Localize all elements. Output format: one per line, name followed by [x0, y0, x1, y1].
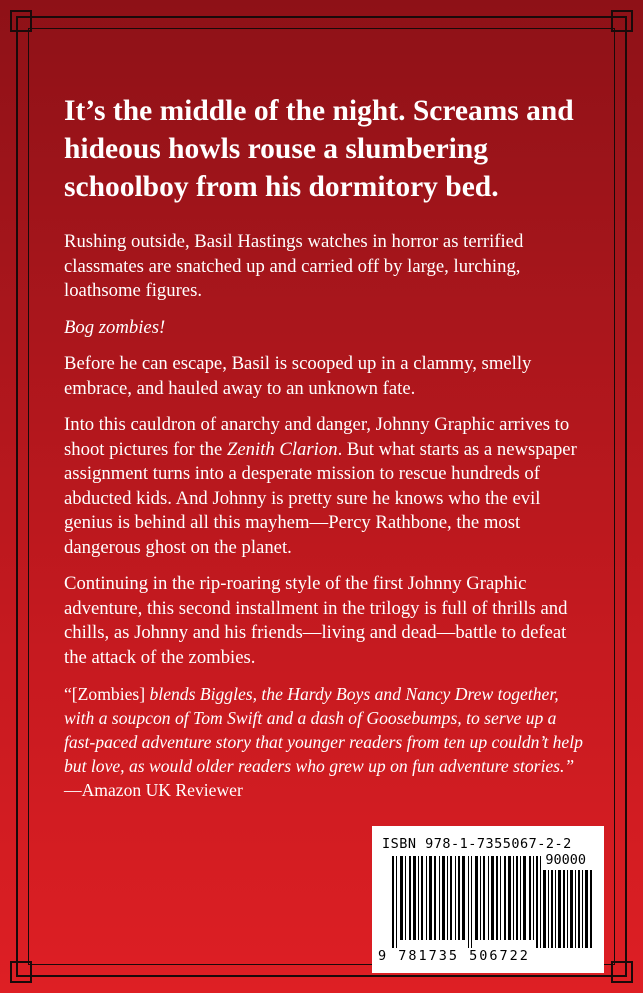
corner-ornament — [611, 961, 633, 983]
isbn-barcode-box — [372, 826, 604, 973]
blurb-paragraph — [64, 413, 584, 560]
corner-ornament — [10, 961, 32, 983]
text-span: Into this cauldron of anarchy and danger, Johnny Graphic arrives to shoot pictures for the — [64, 414, 570, 460]
corner-ornament — [611, 10, 633, 32]
barcode-number: 9 781735 506722 — [378, 948, 530, 964]
corner-ornament — [10, 10, 32, 32]
blurb-paragraph: Continuing in the rip-roaring style of the first Johnny Graphic adventure, this second installment in the trilogy is full of thrills and chills, as Johnny and his friends—living and dead—battle to defeat the attack of the zombies. — [64, 573, 568, 668]
text-span: . But what starts as a newspaper assignment turns into a desperate mission to rescue hundreds of abducted kids. And Johnny is pretty sure he knows who the evil genius is behind all this mayhem—Percy Rathbone, the most dangerous ghost on the planet. — [64, 438, 577, 558]
headline: It’s the middle of the night. Screams and hideous howls rouse a slumbering schoolboy from his dormitory bed. — [64, 95, 574, 203]
quote-body: blends Biggles, the Hardy Boys and Nancy Drew together, with a soupcon of Tom Swift and a dash of Goosebumps, to serve up a fast-paced adventure story that younger readers from ten up couldn’t help but love, as would older readers who grew up on fun adventure stories.” — [64, 684, 583, 776]
quote-title: “[Zombies] — [64, 684, 146, 704]
isbn-label: ISBN 978-1-7355067-2-2 — [382, 836, 572, 852]
price-code: 90000 — [545, 852, 586, 868]
blurb-paragraph: Before he can escape, Basil is scooped up in a clammy, smelly embrace, and hauled away to an unknown fate. — [64, 353, 532, 399]
newspaper-title: Zenith Clarion — [226, 438, 338, 460]
italic-text: Bog zombies! — [64, 316, 166, 338]
review-quote — [64, 682, 584, 802]
back-cover-text — [64, 92, 584, 814]
price-barcode-bars — [536, 870, 594, 948]
quote-attribution: —Amazon UK Reviewer — [64, 780, 243, 800]
blurb-paragraph: Rushing outside, Basil Hastings watches in horror as terrified classmates are snatched up and carried off by large, lurching, loathsome figures. — [64, 231, 524, 301]
blurb-paragraph-italic — [64, 316, 584, 341]
